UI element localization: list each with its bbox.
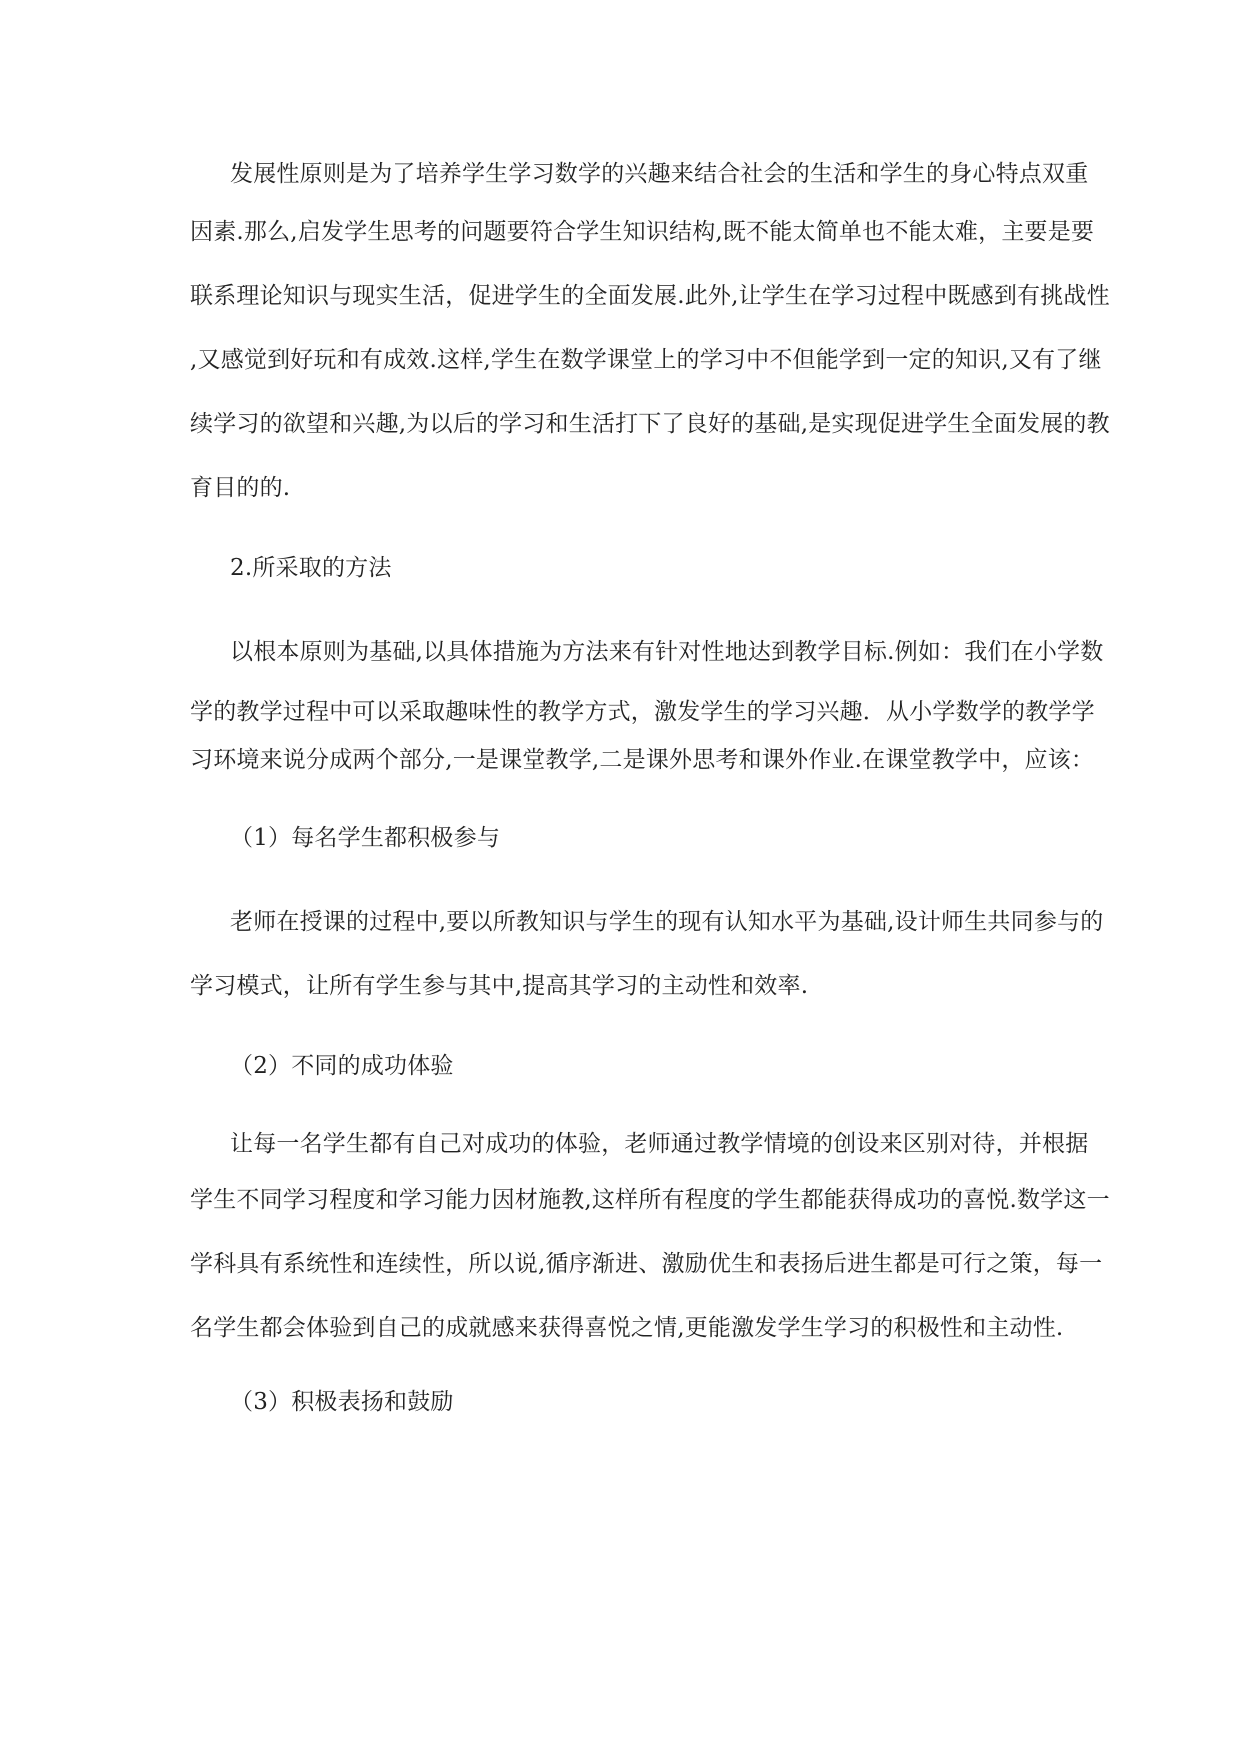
paragraph-line: 老师在授课的过程中,要以所教知识与学生的现有认知水平为基础,设计师生共同参与的 xyxy=(230,909,1104,935)
paragraph-line: 学生不同学习程度和学习能力因材施教,这样所有程度的学生都能获得成功的喜悦.数学这一 xyxy=(190,1187,1110,1213)
section-heading: 2.所采取的方法 xyxy=(230,555,392,581)
paragraph-line: 让每一名学生都有自己对成功的体验，老师通过教学情境的创设来区别对待，并根据 xyxy=(230,1131,1089,1157)
paragraph-line: 名学生都会体验到自己的成就感来获得喜悦之情,更能激发学生学习的积极性和主动性. xyxy=(190,1315,1064,1341)
subsection-heading: （3）积极表扬和鼓励 xyxy=(230,1389,454,1415)
paragraph-line: 学的教学过程中可以采取趣味性的教学方式，激发学生的学习兴趣．从小学数学的教学学 xyxy=(190,699,1095,725)
subsection-heading: （2）不同的成功体验 xyxy=(230,1053,454,1079)
paragraph-line: 联系理论知识与现实生活，促进学生的全面发展.此外,让学生在学习过程中既感到有挑战性 xyxy=(190,283,1110,309)
paragraph-line: ,又感觉到好玩和有成效.这样,学生在数学课堂上的学习中不但能学到一定的知识,又有了继 xyxy=(190,347,1102,373)
subsection-heading: （1）每名学生都积极参与 xyxy=(230,825,501,851)
paragraph-line: 以根本原则为基础,以具体措施为方法来有针对性地达到教学目标.例如：我们在小学数 xyxy=(230,639,1104,665)
paragraph-line: 习环境来说分成两个部分,一是课堂教学,二是课外思考和课外作业.在课堂教学中，应该： xyxy=(190,747,1095,773)
paragraph-line: 因素.那么,启发学生思考的问题要符合学生知识结构,既不能太简单也不能太难，主要是要 xyxy=(190,219,1095,245)
paragraph-line: 学习模式，让所有学生参与其中,提高其学习的主动性和效率. xyxy=(190,973,809,999)
paragraph-line: 育目的的. xyxy=(190,475,291,501)
paragraph-line: 学科具有系统性和连续性，所以说,循序渐进、激励优生和表扬后进生都是可行之策，每一 xyxy=(190,1251,1103,1277)
paragraph-line: 发展性原则是为了培养学生学习数学的兴趣来结合社会的生活和学生的身心特点双重 xyxy=(230,161,1089,187)
paragraph-line: 续学习的欲望和兴趣,为以后的学习和生活打下了良好的基础,是实现促进学生全面发展的教 xyxy=(190,411,1110,437)
